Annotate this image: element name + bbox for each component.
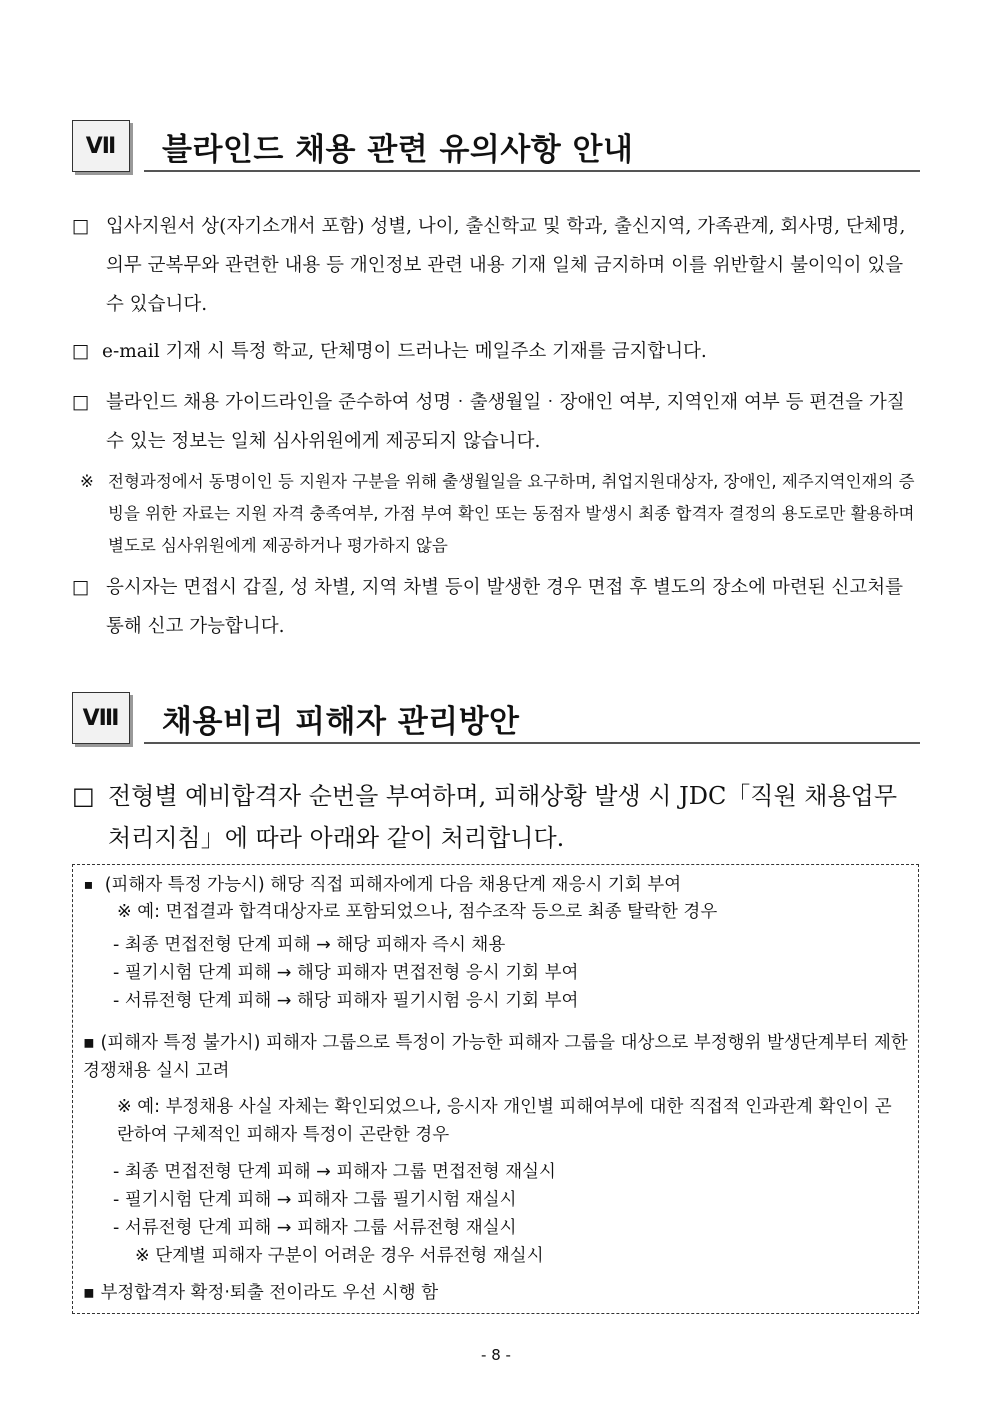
dash-1-1: - 최종 면접전형 단계 피해 → 해당 피해자 즉시 채용 (113, 935, 506, 955)
checkbox-square-icon: □ (72, 216, 90, 237)
s7-note-text: 전형과정에서 동명이인 등 지원자 구분을 위해 출생월일을 요구하며, 취업지원대상자, 장애인, 제주지역인재의 증빙을 위한 자료는 지원 자격 충족여부, 가점 부여 확인 또는 동점자 발생시 최종 합격자 결정의 용도로만 활용하며 별도로 심사위원에게 제공하거나 평가하지 않음 (108, 472, 915, 555)
checkbox-square-icon: □ (72, 782, 95, 810)
bullet-2 (83, 1029, 908, 1085)
s7-item-4-text: 응시자는 면접시 갑질, 성 차별, 지역 차별 등이 발생한 경우 면접 후 별도의 장소에 마련된 신고처를 통해 신고 가능합니다. (106, 577, 903, 637)
dash-2-2: - 필기시험 단계 피해 → 피해자 그룹 필기시험 재실시 (113, 1190, 517, 1210)
note-1: ※ 예: 면접결과 합격대상자로 포함되었으나, 점수조작 등으로 최종 탈락한 경우 (117, 902, 718, 922)
s7-item-3 (72, 383, 922, 461)
checkbox-square-icon: □ (72, 577, 90, 598)
section-8-number: Ⅷ (72, 692, 130, 744)
section-7-number: Ⅶ (72, 120, 130, 172)
bullet-square-icon: ▪ (83, 874, 94, 895)
checkbox-square-icon: □ (72, 392, 90, 413)
bullet-3 (83, 1279, 438, 1307)
dash-1-3: - 서류전형 단계 피해 → 해당 피해자 필기시험 응시 기회 부여 (113, 991, 579, 1011)
bullet-1-text: (피해자 특정 가능시) 해당 직접 피해자에게 다음 채용단계 재응시 기회 부여 (104, 875, 682, 895)
checkbox-square-icon: □ (72, 341, 90, 362)
bullet-square-icon: ▪ (83, 1033, 95, 1053)
s7-item-1 (72, 207, 922, 324)
s7-note (80, 466, 922, 562)
s7-item-2 (72, 332, 922, 371)
note-3: ※ 단계별 피해자 구분이 어려운 경우 서류전형 재실시 (135, 1246, 544, 1266)
dash-2-3: - 서류전형 단계 피해 → 피해자 그룹 서류전형 재실시 (113, 1218, 517, 1238)
dash-2-1: - 최종 면접전형 단계 피해 → 피해자 그룹 면접전형 재실시 (113, 1162, 556, 1182)
section-8-rule (144, 742, 920, 744)
note-2: ※ 예: 부정채용 사실 자체는 확인되었으나, 응시자 개인별 피해여부에 대한 직접적 인과관계 확인이 곤란하여 구체적인 피해자 특정이 곤란한 경우 (117, 1097, 892, 1145)
procedure-box (72, 864, 919, 1314)
bullet-3-text: 부정합격자 확정‧퇴출 전이라도 우선 시행 함 (100, 1283, 439, 1303)
s7-item-1-text: 입사지원서 상(자기소개서 포함) 성별, 나이, 출신학교 및 학과, 출신지역, 가족관계, 회사명, 단체명, 의무 군복무와 관련한 내용 등 개인정보 관련 내용 기재 일체 금지하며 이를 위반할시 불이익이 있을 수 있습니다. (106, 216, 906, 315)
s7-item-4 (72, 568, 922, 646)
s8-intro (72, 775, 922, 859)
bullet-2-text: (피해자 특정 불가시) 피해자 그룹으로 특정이 가능한 피해자 그룹을 대상으로 부정행위 발생단계부터 제한경쟁채용 실시 고려 (83, 1033, 908, 1081)
s7-item-2-text: e-mail 기재 시 특정 학교, 단체명이 드러나는 메일주소 기재를 금지합니다. (102, 341, 707, 362)
s7-item-3-text: 블라인드 채용 가이드라인을 준수하여 성명‧출생월일‧장애인 여부, 지역인재 여부 등 편견을 가질 수 있는 정보는 일체 심사위원에게 제공되지 않습니다. (106, 392, 905, 452)
reference-mark-icon: ※ (80, 472, 94, 491)
section-7-title: 블라인드 채용 관련 유의사항 안내 (162, 132, 634, 168)
s8-intro-text: 전형별 예비합격자 순번을 부여하며, 피해상황 발생 시 JDC「직원 채용업무 처리지침」에 따라 아래와 같이 처리합니다. (108, 782, 898, 852)
page-number: - 8 - (481, 1346, 511, 1364)
bullet-square-icon: ▪ (83, 1283, 95, 1303)
section-7-header (72, 120, 920, 172)
bullet-1 (83, 871, 681, 899)
section-8-header (72, 692, 920, 744)
section-8-title: 채용비리 피해자 관리방안 (162, 704, 520, 740)
dash-1-2: - 필기시험 단계 피해 → 해당 피해자 면접전형 응시 기회 부여 (113, 963, 579, 983)
section-7-rule (144, 170, 920, 172)
